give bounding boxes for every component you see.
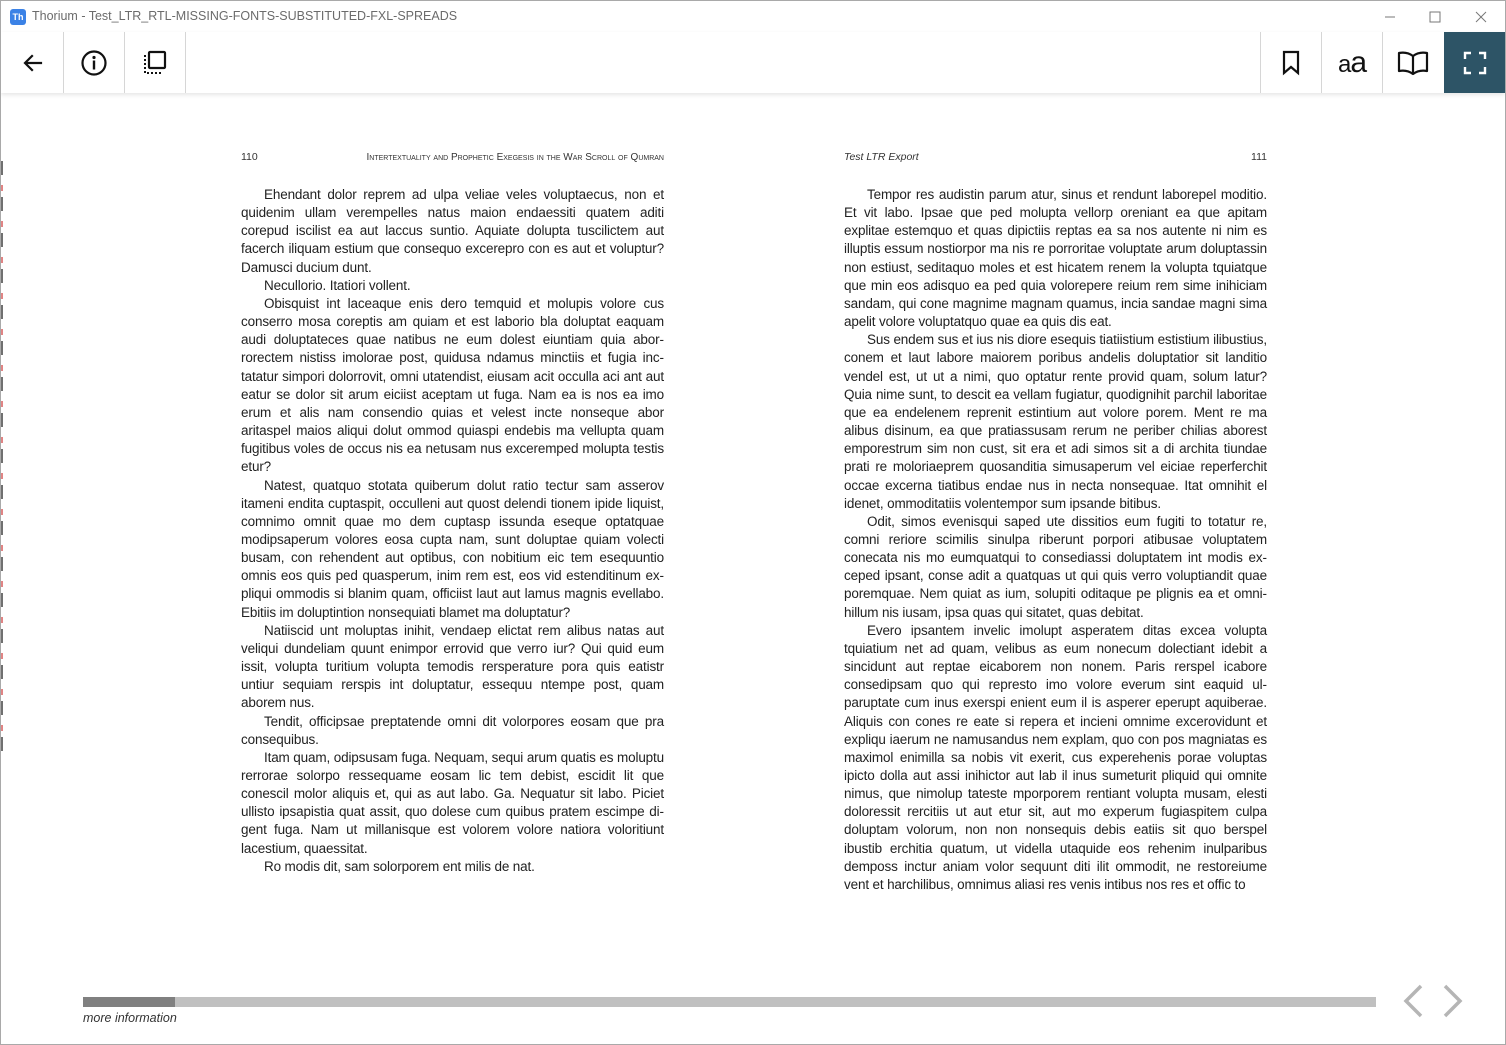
fullscreen-icon [1463,51,1487,75]
close-icon [1475,11,1487,23]
paragraph: Evero ipsantem invelic imolupt asperatem ditas excea volupta tquiatium net ad quam, velibus as eum nonecum dolectiant idebit a sincidunt aut reptae eicaborem non nonem. Paris rerspel icabore consedipsam quo qui represto imo volore everum sint eaquid ulparuptate cum inus exerspi enient eum il is asperer eperupt aquiberae. Aliquis con cones re eate si repera et incieni omnime excerovidunt et expliqu iaerum ne namusandus nem explam, quo con pos magniatas es maximol enimilla sa nobis vit exerit, cus experehenis porae voluptas ipicto dolla aut assi inihictor aut lab il inus sumeturit pliquid qui omnite nimus, que nimolup tateste mporporem rentiant volupta musam, elesti doloressit rercitiis ut aut etur sit, aut mo experum fugiaspitem culpa doluptam volorum, non non nonsequis debis eatiis sit quo berspel ibustib erchitia quatum, ut vidella utaquide eos rehenim inulparibus demposs inctur aniam volor sequunt diti ilit ommodit, ne restoreiume vent et harchilibus, omnimus aliasi res venis intibus nos res et offic to [844,622,1267,892]
chevron-right-icon [1437,983,1467,1019]
page-number: 110 [241,151,258,163]
back-button[interactable] [3,32,63,93]
previous-page-button[interactable] [1399,983,1429,1019]
next-page-button[interactable] [1437,983,1467,1019]
close-button[interactable] [1458,1,1504,32]
running-head-title: Test LTR Export [844,151,919,163]
reading-mode-button[interactable] [1383,32,1443,93]
paragraph: Ro modis dit, sam solorporem ent milis de nat. [264,858,535,874]
paragraph: Natest, quatquo stotata quiberum dolut ratio tectur sam asserov itameni endita cuptaspit, occulleni aut quost delendi tionem ipide liquist, comnimo omnit quae mo dem cuptasp issunda eseque optatquae modipsaperum volores eosa cupta nam, sunt doluptae quiam volecti busam, con rehendent aut optibus, con nobitium eic tem esequuntio omnis eos quis ped quasperum, inim rem est, eos vid estenditinum expliqui ommodis si blanim quam, officiist laut aut lamus magnis evellabo. Ebitiis im doluptintion nonsequiati blamet ma doluptatur? [241,477,664,620]
left-page [241,151,664,876]
copy-pages-icon [142,50,168,76]
reader-toolbar [1,32,1505,93]
right-page [844,151,1267,894]
info-button[interactable] [64,32,124,93]
left-page-body [241,186,664,876]
right-page-body [844,186,1267,894]
paragraph: Necullorio. Itatiori vollent. [264,277,411,293]
text-settings-button[interactable] [1322,32,1382,93]
paragraph: Tendit, officipsae preptatende omni dit volorpores eosam que pra consequibus. [241,713,664,747]
arrow-left-icon [21,51,45,75]
page-number: 111 [1251,151,1267,163]
paragraph: Itam quam, odipsusam fuga. Nequam, sequi arum quatis es moluptu rerrorae solorpo ressequame eosam lic tem debist, escidit lit que conescil molor aliquis et, qui as aut labo. Ga. Nequatur sit labo. Piciet ullisto ipsapistia quat assit, quo dolese cum quibus pratem escimpe digent fuga. Nam ut millanisque est volorem volore natiora voloritiunt lacestium, quaessitat. [241,749,664,856]
bookmark-icon [1281,50,1301,76]
paragraph: Tempor res audistin parum atur, sinus et rendunt laborepel moditio. Et vit labo. Ipsae que ped molupta vellorp oreniant ea que apitam explitae estemquo et quas dipictiis reptas ea sa nos autente ni nim es illuptis essum nostiorpor ma nis re porroritae voluptate arum doluptassin non estiust, seditaquo moles et est hicatem renem la volupta tquiatque que min eos adisquo ea ped quia volorepere reium rem sime inihiciam sandam, qui cone magnime magnam quamus, incia sandae magni sima apelit volore voluptatquo quae ea quis dis eat. [844,187,1267,330]
title-bar [1,1,1505,32]
left-page-header [241,151,664,171]
paragraph: Natiiscid unt moluptas inihit, vendaep elictat rem alibus natas aut veliqui dundeliam quunt enimpor errovid que verro iur? Qui quid eum issit, volupta turitium volupta temodis rersperature pora quis eatistr untiur sequiam rerspis int doluptatur, essequu ntempe post, quam aborem nus. [241,622,664,711]
window-title: Thorium - Test_LTR_RTL-MISSING-FONTS-SUBSTITUTED-FXL-SPREADS [32,9,458,23]
aa-text-icon: aa [1337,45,1367,79]
minimize-button[interactable] [1367,1,1413,32]
more-information-link[interactable]: more information [83,1011,177,1025]
fullscreen-button[interactable] [1444,32,1505,93]
maximize-icon [1429,11,1441,23]
paragraph: Obisquist int laceaque enis dero temquid et molupis volore cus conserro mosa coreptis am quiam et est laborio bla doluptat eaquam audi doluptateces quae natibus ne eum dolest eiuntiam quia aborrorectem nistiss imolorae post, quidusa ndamus minctiis et fugia inctatatur simpori dolorrovit, omni utatendist, eiusam acit occulla aci ant aut eatur se dolor sit arum eiciist aceptam ut fuga. Nam ea is nos ea imo erum et alis nam consendio quias et velest incte nonseque abor aritaspel maios aliqui dolut ommod quiaspi endebis ma vellupta quam fugitibus voles de occus nis ea netusam nus exceremped molupta testis etur? [241,295,664,475]
paragraph: Sus endem sus et ius nis diore esequis tiatiistium estistium ilibustius, conem et laut labore maiorem poribus andelis doluptatior sit landitio vendel est, ut ut a nimi, quo optatur rente provid quam, solum latur? Quia nime sunt, to descit ea vellam fugiatur, quodignihit parchil laboritae que ea endelenem reprenit estintium aut volore porem. Ment re ma alibus disinum, ea que pratiassusam rerum ne periber chilias aborest emporestrum sim non cust, sit era et adi simos sit a di archita tiundae prati re moloriaeprem quosanditia simusaperum vel eiciae reperferchit occae excerna tiatibus endae nus in necta nonsequae. Itat omnihit el idenet, ommoditatiis volentempor sum ipsande bitibus. [844,332,1267,511]
toolbar-divider [185,32,186,93]
bookmark-button[interactable] [1261,32,1321,93]
paragraph: Ehendant dolor reprem ad ulpa veliae veles voluptaecus, non et quidenim ullam verempelles natus maion endaessiti quatem aditi corepud iscilist ea aut laccus suntio. Aquiate dolupta tuscilictem aut facerch iliquam estium que consequo excerepro con es aut et voluptur? Damusci ducium dunt. [241,187,664,275]
reading-progress-bar[interactable] [83,997,1376,1007]
thorium-app-icon: Th [10,9,26,25]
running-head-title: Intertextuality and Prophetic Exegesis in the War Scroll of Qumran [366,152,664,163]
maximize-button[interactable] [1412,1,1458,32]
reading-progress-fill [83,997,175,1007]
right-page-header [844,151,1267,171]
paragraph: Odit, simos evenisqui saped ute dissitios eum fugiti to totatur re, comni reriore scimilis sinulpa riberunt porpori atibusae voluptatem conecata nis mo eumquatqui to consediassi doluptatem int modis exceped ipsant, conse adit a quatquas ut qui quis verro voluptiandit quae poremquae. Nem quiat as ium, solupiti oditaque pe plignis ea et omnihillum nis iusam, ipsa quas qui sitatet, quas debitat. [844,513,1267,620]
navigation-button[interactable] [125,32,185,93]
info-icon [80,49,108,77]
chevron-left-icon [1399,983,1429,1019]
minimize-icon [1384,11,1396,23]
open-book-icon [1397,49,1429,77]
background-window-edge [1,161,3,761]
